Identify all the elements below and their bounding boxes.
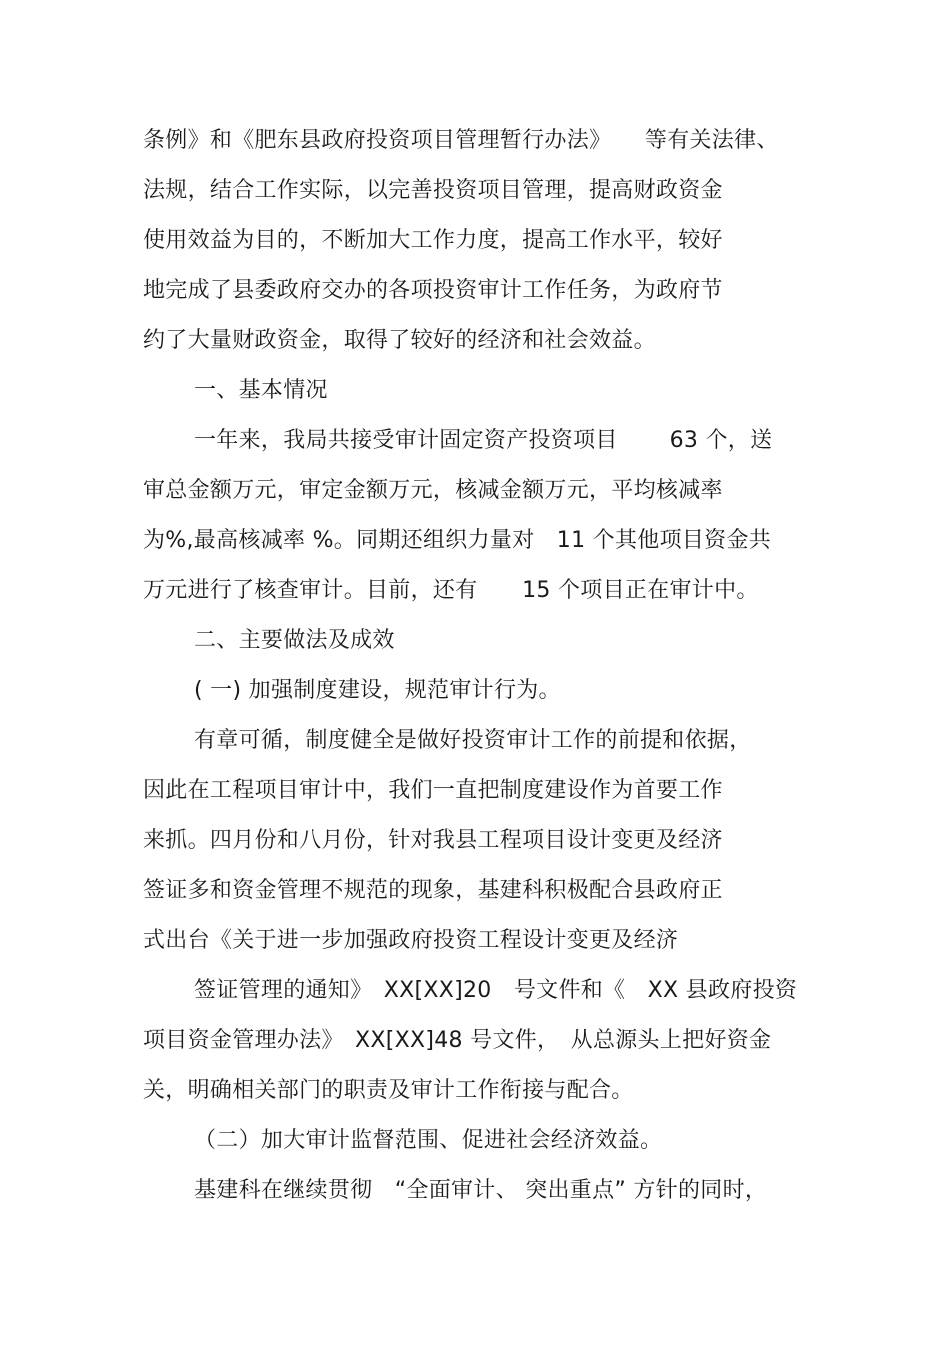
body-line: 一年来，我局共接受审计固定资产投资项目 63 个，送 — [194, 428, 773, 453]
body-line: 来抓。四月份和八月份，针对我县工程项目设计变更及经济 — [143, 828, 723, 853]
section-heading: 二、主要做法及成效 — [194, 628, 395, 653]
body-line: 审总金额万元，审定金额万元，核减金额万元，平均核减率 — [143, 478, 723, 503]
body-line: 法规，结合工作实际，以完善投资项目管理，提高财政资金 — [143, 178, 723, 203]
body-line: 有章可循，制度健全是做好投资审计工作的前提和依据， — [194, 728, 752, 753]
body-line: 项目资金管理办法》 XX[XX]48 号文件， 从总源头上把好资金 — [143, 1028, 772, 1053]
body-line: 条例》和《肥东县政府投资项目管理暂行办法》 等有关法律、 — [143, 128, 779, 153]
body-line: 签证多和资金管理不规范的现象，基建科积极配合县政府正 — [143, 878, 723, 903]
body-line: 签证管理的通知》 XX[XX]20 号文件和《 XX 县政府投资 — [194, 978, 798, 1003]
subsection-heading: ( 一) 加强制度建设，规范审计行为。 — [194, 678, 561, 703]
body-line: 关，明确相关部门的职责及审计工作衔接与配合。 — [143, 1078, 634, 1103]
body-line: 地完成了县委政府交办的各项投资审计工作任务，为政府节 — [143, 278, 723, 303]
section-heading: 一、基本情况 — [194, 378, 328, 403]
body-line: 基建科在继续贯彻 “全面审计、 突出重点” 方针的同时， — [194, 1178, 768, 1203]
body-line: 为%,最高核减率 %。同期还组织力量对 11 个其他项目资金共 — [143, 528, 772, 553]
body-line: 万元进行了核查审计。目前，还有 15 个项目正在审计中。 — [143, 578, 759, 603]
body-line: 式出台《关于进一步加强政府投资工程设计变更及经济 — [143, 928, 679, 953]
body-line: 约了大量财政资金，取得了较好的经济和社会效益。 — [143, 328, 656, 353]
body-line: 使用效益为目的，不断加大工作力度，提高工作水平，较好 — [143, 228, 723, 253]
subsection-heading: （二）加大审计监督范围、促进社会经济效益。 — [194, 1128, 663, 1153]
body-line: 因此在工程项目审计中，我们一直把制度建设作为首要工作 — [143, 778, 723, 803]
